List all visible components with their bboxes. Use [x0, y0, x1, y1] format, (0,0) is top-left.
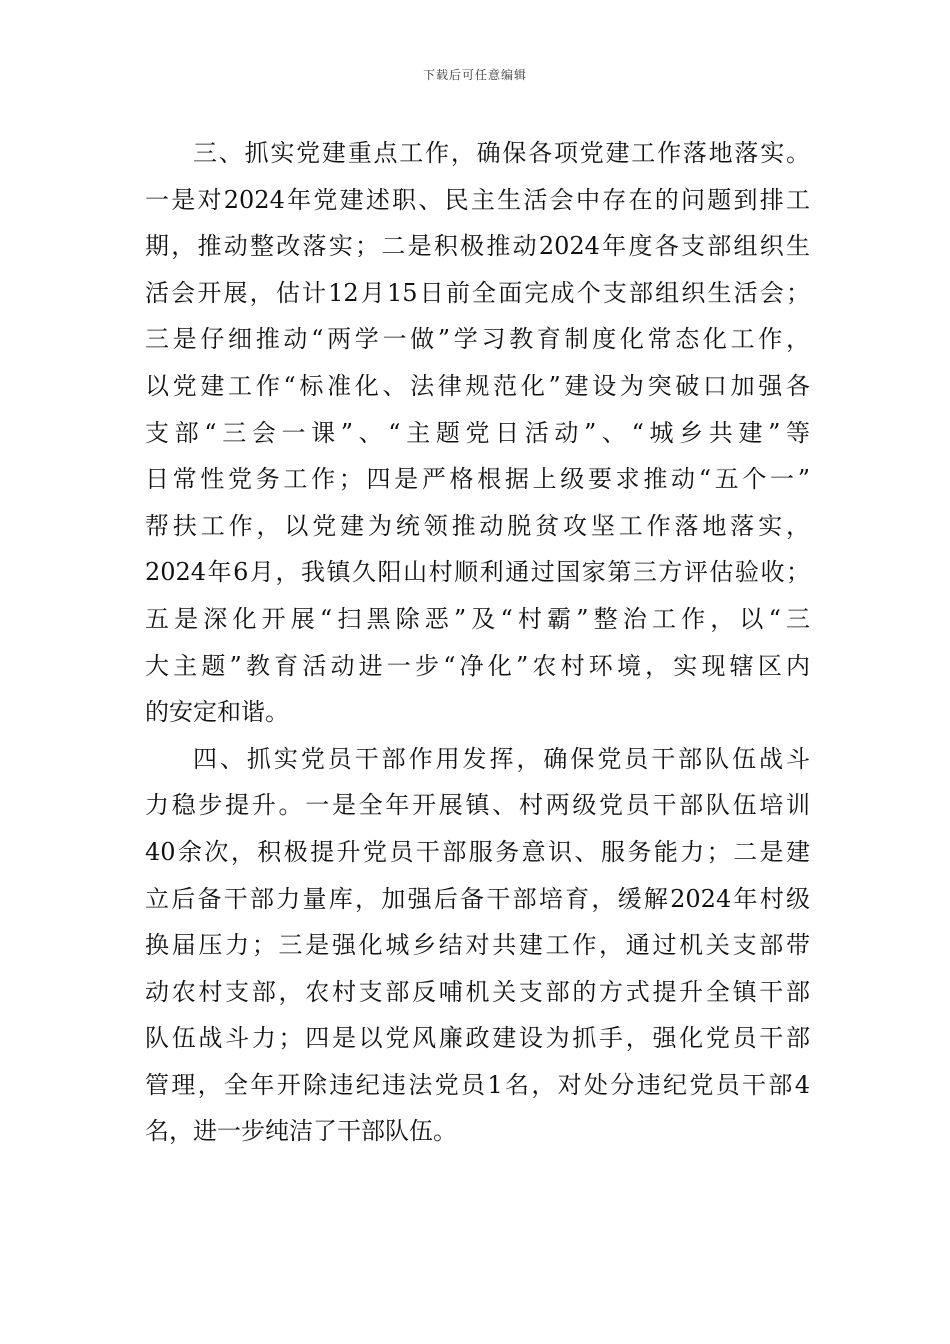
- text-line: 力稳步提升。一是全年开展镇、村两级党员干部队伍培训: [145, 791, 810, 820]
- text-line: 三、抓实党建重点工作，确保各项党建工作落地落实。: [193, 139, 810, 167]
- document-body: [145, 130, 810, 1155]
- text-line: 队伍战斗力；四是以党风廉政建设为抓手，强化党员干部: [145, 1024, 810, 1053]
- text-line: 支部“三会一课”、“主题党日活动”、“城乡共建”等: [145, 418, 810, 447]
- text-line: 三是仔细推动“两学一做”学习教育制度化常态化工作，: [145, 325, 810, 354]
- text-line: 的安定和谐。: [145, 698, 289, 727]
- text-line: 名，进一步纯洁了干部队伍。: [145, 1117, 457, 1146]
- text-line: 日常性党务工作；四是严格根据上级要求推动“五个一”: [145, 465, 810, 494]
- text-line: 一是对2024年党建述职、民主生活会中存在的问题到排工: [145, 185, 810, 214]
- header-note: 下载后可任意编辑: [422, 68, 527, 82]
- text-line: 以党建工作“标准化、法律规范化”建设为突破口加强各: [145, 371, 810, 400]
- text-line: 2024年6月，我镇久阳山村顺利通过国家第三方评估验收；: [145, 558, 810, 587]
- text-line: 管理，全年开除违纪违法党员1名，对处分违纪党员干部4: [145, 1070, 810, 1099]
- text-line: 动农村支部，农村支部反哺机关支部的方式提升全镇干部: [145, 977, 810, 1006]
- text-line: 四、抓实党员干部作用发挥，确保党员干部队伍战斗: [193, 744, 810, 773]
- text-line: 五是深化开展“扫黑除恶”及“村霸”整治工作，以“三: [145, 604, 810, 633]
- paragraph-4: [145, 736, 810, 1155]
- text-line: 活会开展，估计12月15日前全面完成个支部组织生活会；: [145, 278, 810, 307]
- text-line: 大主题”教育活动进一步“净化”农村环境，实现辖区内: [145, 651, 810, 680]
- text-line: 换届压力；三是强化城乡结对共建工作，通过机关支部带: [145, 931, 810, 960]
- paragraph-3: [145, 130, 810, 736]
- text-line: 期，推动整改落实；二是积极推动2024年度各支部组织生: [145, 232, 810, 261]
- text-line: 帮扶工作，以党建为统领推动脱贫攻坚工作落地落实，: [145, 511, 810, 540]
- text-line: 40余次，积极提升党员干部服务意识、服务能力；二是建: [145, 837, 810, 866]
- text-line: 立后备干部力量库，加强后备干部培育，缓解2024年村级: [145, 884, 810, 913]
